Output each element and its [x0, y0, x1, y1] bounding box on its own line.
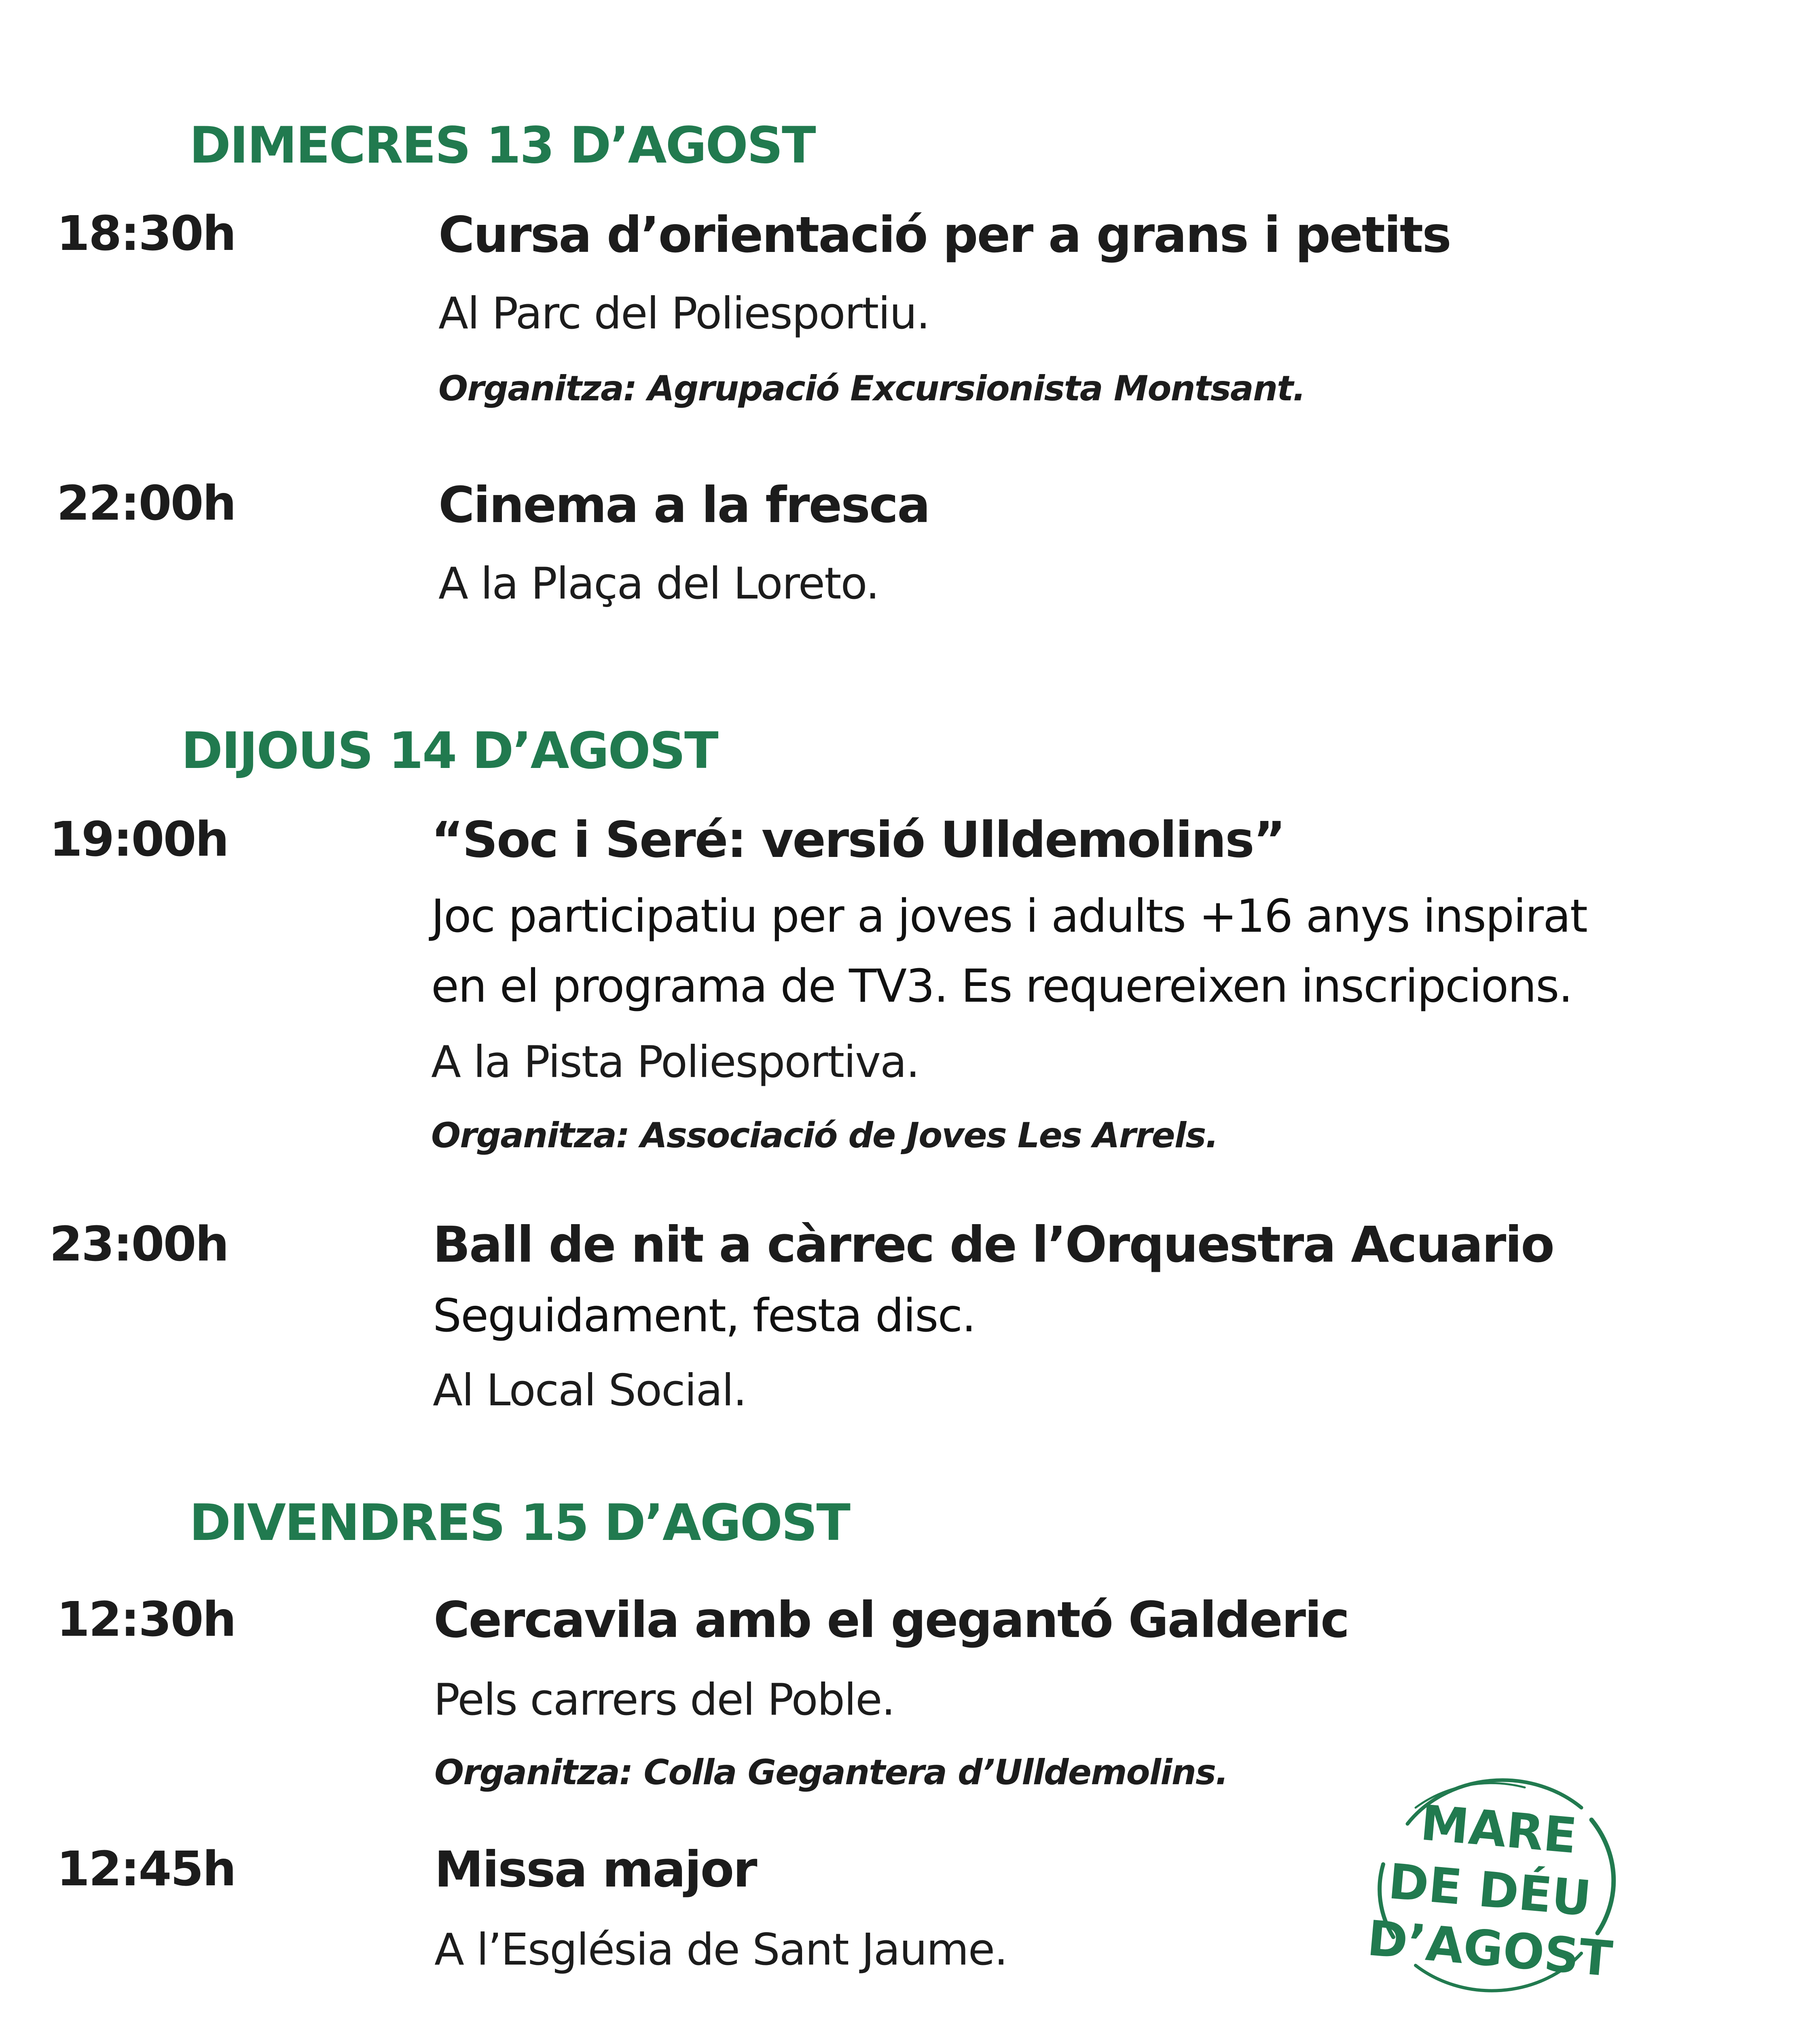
event-time: 18:30h [57, 205, 235, 261]
event-title: Cercavila amb el gegantó Galderic [434, 1591, 1349, 1649]
event-time: 23:00h [49, 1216, 228, 1272]
event-time: 12:45h [57, 1841, 235, 1897]
event-title: Cinema a la fresca [438, 476, 929, 534]
stamp-line-1: MARE [1418, 1795, 1579, 1865]
day-heading-thursday: DIJOUS 14 D’AGOST [181, 722, 717, 780]
event-organizer: Organitza: Agrupació Excursionista Montsant. [438, 368, 1305, 409]
event-place: A l’Església de Sant Jaume. [434, 1925, 1007, 1975]
event-place: Al Local Social. [433, 1365, 746, 1416]
event-organizer: Organitza: Colla Gegantera d’Ulldemolins. [434, 1752, 1228, 1793]
event-title: Ball de nit a càrrec de l’Orquestra Acuario [433, 1216, 1553, 1273]
event-description-1: Seguidament, festa disc. [433, 1290, 976, 1342]
event-place: Al Parc del Poliesportiu. [438, 288, 929, 339]
event-time: 12:30h [57, 1591, 235, 1647]
day-heading-friday: DIVENDRES 15 D’AGOST [189, 1494, 849, 1552]
event-time: 19:00h [49, 811, 228, 867]
event-description-2: en el programa de TV3. Es requereixen inscripcions. [431, 960, 1572, 1013]
event-place: A la Pista Poliesportiva. [431, 1037, 919, 1087]
event-title: Cursa d’orientació per a grans i petits [438, 206, 1450, 264]
event-organizer: Organitza: Associació de Joves Les Arrels. [431, 1115, 1218, 1156]
event-place: A la Plaça del Loreto. [438, 558, 879, 609]
event-title: “Soc i Seré: versió Ulldemolins” [431, 811, 1285, 869]
day-heading-wednesday: DIMECRES 13 D’AGOST [189, 116, 815, 175]
stamp-line-3: D’AGOST [1365, 1910, 1615, 1988]
stamp-line-2: DE DÉU [1386, 1853, 1594, 1927]
event-time: 22:00h [57, 475, 235, 531]
event-description-1: Joc participatiu per a joves i adults +16 anys inspirat [431, 890, 1587, 943]
event-place: Pels carrers del Poble. [434, 1675, 895, 1725]
event-title: Missa major [434, 1841, 756, 1898]
mare-de-deu-stamp [1355, 1763, 1630, 1998]
